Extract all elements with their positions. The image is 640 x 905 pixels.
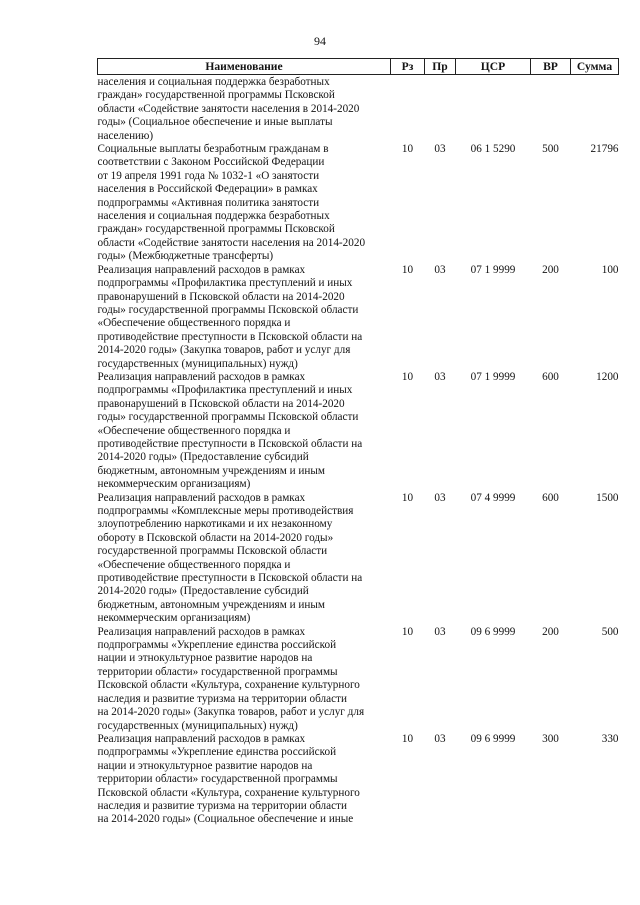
row-name-line: годы» государственной программы Псковской области (97, 411, 359, 424)
row-name-line: территории области» государственной программы (97, 773, 338, 786)
row-name-line: нации и этнокультурное развитие народов на (97, 652, 313, 665)
row-name-line: некоммерческим организациям) (97, 612, 251, 625)
row-name-line: бюджетным, автономным учреждениям и иным (97, 598, 325, 611)
header-name: Наименование (98, 59, 391, 75)
row-name-line: Псковской области «Культура, сохранение культурного (97, 786, 360, 799)
row-name-line: граждан» государственной программы Псковской (97, 89, 335, 102)
row-name-line: государственной программы Псковской области (97, 545, 328, 558)
table-row (98, 626, 619, 733)
row-name-line: обороту в Псковской области на 2014-2020 годы» (97, 531, 334, 544)
row-name-line: населения и социальная поддержка безработных (97, 210, 330, 223)
row-csr: 09 6 9999 (470, 732, 516, 745)
row-name-line: граждан» государственной программы Псковской (97, 223, 335, 236)
row-csr: 07 4 9999 (470, 491, 516, 504)
row-name-line: на 2014-2020 годы» (Социальное обеспечение и иные (97, 813, 354, 826)
row-name-line: Реализация направлений расходов в рамках (97, 732, 306, 745)
table-header-row (98, 59, 619, 75)
row-name-line: годы» (Социальное обеспечение и иные выплаты (97, 116, 333, 129)
row-name (98, 264, 391, 371)
row-name-line: населению) (97, 129, 154, 142)
row-name-line: от 19 апреля 1991 года № 1032-1 «О занятости (97, 169, 320, 182)
table-row (98, 75, 619, 144)
row-sum (571, 75, 619, 144)
row-csr (456, 75, 531, 144)
row-name-line: на 2014-2020 годы» (Закупка товаров, работ и услуг для (97, 706, 365, 719)
row-rz: 10 (401, 370, 414, 383)
row-name-line: противодействие преступности в Псковской области на (97, 437, 363, 450)
row-pr: 03 (434, 625, 446, 638)
row-name-line: подпрограммы «Укрепление единства российской (97, 639, 337, 652)
row-name-line: некоммерческим организациям) (97, 478, 251, 491)
row-name-line: Реализация направлений расходов в рамках (97, 263, 306, 276)
row-name-line: Реализация направлений расходов в рамках (97, 370, 306, 383)
row-name-line: Реализация направлений расходов в рамках (97, 491, 306, 504)
row-name-line: правонарушений в Псковской области на 2014-2020 (97, 397, 345, 410)
row-name-line: злоупотреблению наркотиками и их незаконному (97, 518, 333, 531)
row-name-line: подпрограммы «Комплексные меры противодействия (97, 505, 354, 517)
row-name-line: бюджетным, автономным учреждениям и иным (97, 464, 325, 477)
row-name-line: «Обеспечение общественного порядка и (97, 317, 291, 330)
row-rz: 10 (401, 491, 414, 504)
row-name-line: государственных (муниципальных) нужд) (97, 719, 298, 732)
table-row (98, 492, 619, 626)
row-name-line: 2014-2020 годы» (Предоставление субсидий (97, 585, 309, 598)
row-pr: 03 (434, 732, 446, 745)
budget-table (97, 58, 619, 827)
table-body (98, 75, 619, 827)
table-row (98, 264, 619, 371)
row-sum: 330 (601, 732, 619, 745)
row-vr: 200 (542, 263, 559, 276)
row-name-line: «Обеспечение общественного порядка и (97, 558, 291, 571)
table-row (98, 733, 619, 827)
row-name-line: 2014-2020 годы» (Закупка товаров, работ и услуг для (97, 344, 351, 357)
row-csr: 07 1 9999 (470, 263, 516, 276)
row-vr: 300 (542, 732, 559, 745)
row-name-line: годы» государственной программы Псковской области (97, 303, 359, 316)
table-row (98, 371, 619, 492)
page-number: 94 (314, 34, 326, 48)
row-name-line: годы» (Межбюджетные трансферты) (97, 250, 274, 263)
row-vr: 600 (542, 491, 559, 504)
row-name-line: противодействие преступности в Псковской области на (97, 572, 363, 585)
row-sum: 500 (601, 625, 619, 638)
row-name-line: населения в Российской Федерации» в рамках (97, 183, 318, 196)
row-name-line: государственных (муниципальных) нужд) (97, 357, 298, 370)
row-name (98, 733, 391, 827)
row-name-line: Псковской области «Культура, сохранение культурного (97, 679, 360, 692)
row-name-line: Социальные выплаты безработным гражданам в (97, 143, 329, 156)
header-sum: Сумма (571, 59, 619, 75)
row-sum: 1200 (596, 370, 619, 383)
row-name (98, 492, 391, 626)
row-name (98, 75, 391, 144)
row-name-line: подпрограммы «Укрепление единства российской (97, 746, 337, 759)
row-pr: 03 (434, 143, 446, 156)
row-name-line: подпрограммы «Профилактика преступлений и иных (97, 384, 353, 397)
header-csr: ЦСР (456, 59, 531, 75)
row-name-line: противодействие преступности в Псковской области на (97, 330, 363, 343)
row-rz: 10 (401, 732, 414, 745)
row-vr: 200 (542, 625, 559, 638)
row-pr: 03 (434, 491, 446, 504)
row-name-line: подпрограммы «Активная политика занятости (97, 196, 320, 209)
row-name-line: соответствии с Законом Российской Федерации (97, 156, 325, 169)
row-rz (391, 75, 425, 144)
row-name-line: наследия и развитие туризма на территории области (97, 799, 347, 812)
row-vr (531, 75, 571, 144)
row-pr: 03 (434, 370, 446, 383)
row-name-line: Реализация направлений расходов в рамках (97, 625, 306, 638)
row-rz: 10 (401, 625, 414, 638)
row-pr (425, 75, 456, 144)
row-sum: 1500 (596, 491, 619, 504)
row-name-line: нации и этнокультурное развитие народов на (97, 759, 313, 772)
row-name (98, 143, 391, 264)
row-vr: 600 (542, 370, 559, 383)
row-name-line: наследия и развитие туризма на территории области (97, 692, 347, 705)
header-vr: ВР (531, 59, 571, 75)
row-vr: 500 (542, 143, 559, 156)
row-pr: 03 (434, 263, 446, 276)
row-name-line: «Обеспечение общественного порядка и (97, 424, 291, 437)
row-csr: 06 1 5290 (470, 143, 516, 156)
row-sum: 100 (601, 263, 619, 276)
header-rz: Рз (391, 59, 425, 75)
row-rz: 10 (401, 263, 414, 276)
row-name-line: населения и социальная поддержка безработных (97, 76, 330, 88)
row-name-line: правонарушений в Псковской области на 2014-2020 (97, 290, 345, 303)
row-name-line: области «Содействие занятости населения на 2014-2020 (97, 236, 366, 249)
row-name-line: 2014-2020 годы» (Предоставление субсидий (97, 451, 309, 464)
row-csr: 09 6 9999 (470, 625, 516, 638)
row-sum: 21796 (590, 143, 619, 156)
header-pr: Пр (425, 59, 456, 75)
table-row (98, 143, 619, 264)
row-name-line: области «Содействие занятости населения в 2014-2020 (97, 102, 360, 115)
row-name-line: подпрограммы «Профилактика преступлений и иных (97, 277, 353, 290)
row-name (98, 626, 391, 733)
row-csr: 07 1 9999 (470, 370, 516, 383)
row-name (98, 371, 391, 492)
row-rz: 10 (401, 143, 414, 156)
row-name-line: территории области» государственной программы (97, 665, 338, 678)
